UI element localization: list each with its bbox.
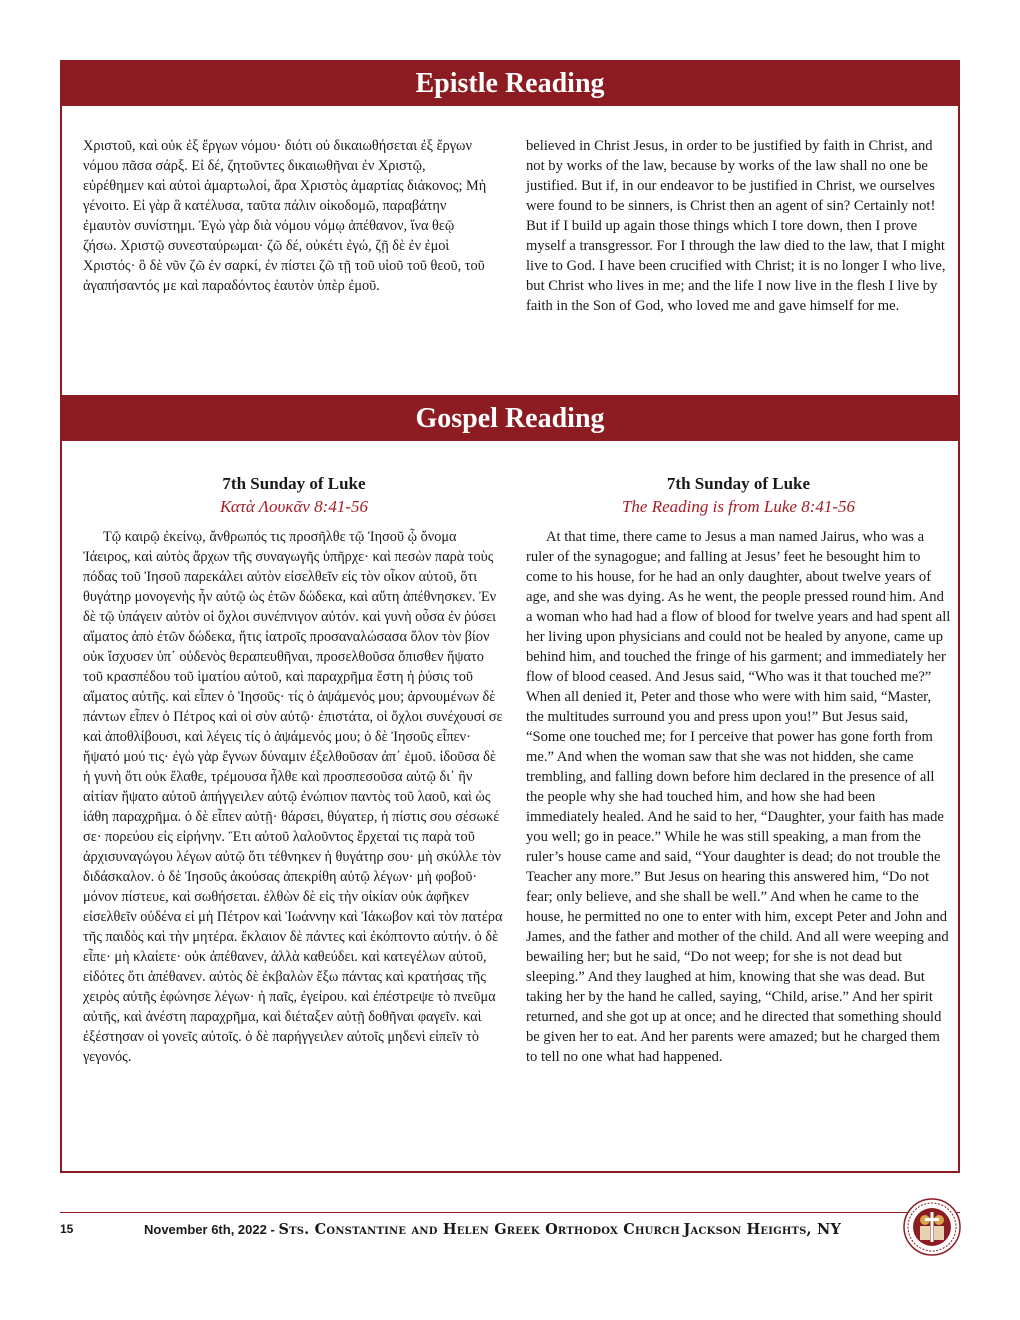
church-location: Jackson Heights, NY <box>683 1221 842 1238</box>
gospel-english-sunday: 7th Sunday of Luke <box>666 474 811 493</box>
footer-separator: - <box>270 1222 275 1237</box>
gospel-english-column <box>526 472 951 1067</box>
church-name: Sts. Constantine and Helen Greek Orthodox Church <box>278 1221 680 1238</box>
gospel-english-text: At that time, there came to Jesus a man named Jairus, who was a ruler of the synagogue; and falling at Jesus’ feet he besought him to come to his house, for he had an only daughter, about twelve years of age, and she was dying. As he went, the people pressed round him. And a woman who had had a flow of blood for twelve years and had spent all her living upon physicians and could not be healed by anyone, came up behind him, and touched the fringe of his garment; and immediately her flow of blood ceased. And Jesus said, “Who was it that touched me?” When all denied it, Peter and those who were with him said, “Master, the multitudes surround you and press upon you!” But Jesus said, “Some one touched me; for I perceive that power has gone forth from me.” And when the woman saw that she was not hidden, she came trembling, and falling down before him declared in the presence of all the people why she had touched him, and how she had been immediately healed. And he said to her, “Daughter, your faith has made you well; go in peace.” While he was still speaking, a man from the ruler’s house came and said, “Your daughter is dead; do not trouble the Teacher any more.” But Jesus on hearing this answered him, “Do not fear; only believe, and she shall be well.” And when he came to the house, he permitted no one to enter with him, except Peter and John and James, and the father and mother of the child. And all were weeping and bewailing her; but he said, “Do not weep; for she is not dead but sleeping.” And they laughed at him, knowing that she was dead. But taking her by the hand he called, saying, “Child, arise.” And her spirit returned, and she got up at once; and he directed that something should be given her to eat. And her parents were amazed; but he charged them to tell no one what had happened. <box>526 529 951 1065</box>
gospel-greek-column <box>83 472 505 1067</box>
epistle-english-text: believed in Christ Jesus, in order to be justified by faith in Christ, and not by works of the law, because by works of the law shall no one be justified. But if, in our endeavor to be justified in Christ, we ourselves were found to be sinners, is Christ then an agent of sin? Certainly not! But if I build up again those things which I tore down, then I prove myself a transgressor. For I through the law died to the law, that I might live to God. I have been crucified with Christ; it is no longer I who live, but Christ who lives in me; and the life I now live in the flesh I live by faith in the Son of God, who loved me and gave himself for me. <box>526 138 946 314</box>
gospel-greek-text: Τῷ καιρῷ ἐκείνῳ, ἄνθρωπός τις προσῆλθε τῷ Ἰησοῦ ᾧ ὄνομα Ἰάειρος, καὶ αὐτὸς ἄρχων τῆς συναγωγῆς ὑπῆρχε· καὶ πεσὼν παρὰ τοὺς πόδας τοῦ Ἰησοῦ παρεκάλει αὐτὸν εἰσελθεῖν εἰς τὸν οἶκον αὐτοῦ, ὅτι θυγάτηρ μονογενὴς ἦν αὐτῷ ὡς ἐτῶν δώδεκα, καὶ αὕτη ἀπέθνησκεν. Ἐν δὲ τῷ ὑπάγειν αὐτὸν οἱ ὄχλοι συνέπνιγον αὐτόν. καὶ γυνὴ οὖσα ἐν ῥύσει αἵματος ἀπὸ ἐτῶν δώδεκα, ἥτις ἰατροῖς προσαναλώσασα ὅλον τὸν βίον οὐκ ἴσχυσεν ὑπ᾿ οὐδενὸς θεραπευθῆναι, προσελθοῦσα ὄπισθεν ἥψατο τοῦ κρασπέδου τοῦ ἱματίου αὐτοῦ, καὶ παραχρῆμα ἔστη ἡ ῥύσις τοῦ αἵματος αὐτῆς. καὶ εἶπεν ὁ Ἰησοῦς· τίς ὁ ἁψάμενός μου; ἀρνουμένων δὲ πάντων εἶπεν ὁ Πέτρος καὶ οἱ σὺν αὐτῷ· ἐπιστάτα, οἱ ὄχλοι συνέχουσί σε καὶ ἀποθλίβουσι, καὶ λέγεις τίς ὁ ἁψάμενός μου; ὁ δὲ Ἰησοῦς εἶπεν· ἥψατό μού τις· ἐγὼ γὰρ ἔγνων δύναμιν ἐξελθοῦσαν ἀπ᾿ ἐμοῦ. ἰδοῦσα δὲ ἡ γυνὴ ὅτι οὐκ ἔλαθε, τρέμουσα ἦλθε καὶ προσπεσοῦσα αὐτῷ δι᾿ ἣν αἰτίαν ἥψατο αὐτοῦ ἀπήγγειλεν αὐτῷ ἐνώπιον παντὸς τοῦ λαοῦ, καὶ ὡς ἰάθη παραχρῆμα. ὁ δὲ εἶπεν αὐτῇ· θάρσει, θύγατερ, ἡ πίστις σου σέσωκέ σε· πορεύου εἰς εἰρήνην. Ἔτι αὐτοῦ λαλοῦντος ἔρχεταί τις παρὰ τοῦ ἀρχισυναγώγου λέγων αὐτῷ ὅτι τέθνηκεν ἡ θυγάτηρ σου· μὴ σκύλλε τὸν διδάσκαλον. ὁ δὲ Ἰησοῦς ἀκούσας ἀπεκρίθη αὐτῷ λέγων· μὴ φοβοῦ· μόνον πίστευε, καὶ σωθήσεται. ἐλθὼν δὲ εἰς τὴν οἰκίαν οὐκ ἀφῆκεν εἰσελθεῖν οὐδένα εἰ μὴ Πέτρον καὶ Ἰωάννην καὶ Ἰάκωβον καὶ τὸν πατέρα τῆς παιδὸς καὶ τὴν μητέρα. ἔκλαιον δὲ πάντες καὶ ἐκόπτοντο αὐτήν. ὁ δὲ εἶπε· μὴ κλαίετε· οὐκ ἀπέθανεν, ἀλλὰ καθεύδει. καὶ κατεγέλων αὐτοῦ, εἰδότες ὅτι ἀπέθανεν. αὐτὸς δὲ ἐκβαλὼν ἔξω πάντας καὶ κρατήσας τῆς χειρὸς αὐτῆς ἐφώνησε λέγων· ἡ παῖς, ἐγείρου. καὶ ἐπέστρεψε τὸ πνεῦμα αὐτῆς, καὶ ἀνέστη παραχρῆμα, καὶ διέταξεν αὐτῇ δοθῆναι φαγεῖν. καὶ ἐξέστησαν οἱ γονεῖς αὐτοῖς. ὁ δὲ παρήγγειλεν αὐτοῖς μηδενὶ εἰπεῖν τὸ γεγονός. <box>83 529 503 1065</box>
epistle-section <box>60 60 960 395</box>
page-number: 15 <box>60 1222 74 1236</box>
gospel-section <box>60 395 960 1173</box>
footer-date: November 6th, 2022 <box>144 1222 267 1237</box>
epistle-greek-text: Χριστοῦ, καὶ οὐκ ἐξ ἔργων νόμου· διότι οὐ δικαιωθήσεται ἐξ ἔργων νόμου πᾶσα σάρξ. Εἰ δέ, ζητοῦντες δικαιωθῆναι ἐν Χριστῷ, εὑρέθημεν καὶ αὐτοὶ ἁμαρτωλοί, ἄρα Χριστὸς ἁμαρτίας διάκονος; Μὴ γένοιτο. Εἰ γὰρ ἃ κατέλυσα, ταῦτα πάλιν οἰκοδομῶ, παραβάτην ἐμαυτὸν συνίστημι. Ἐγὼ γὰρ διὰ νόμου νόμῳ ἀπέθανον, ἵνα θεῷ ζήσω. Χριστῷ συνεσταύρωμαι· ζῶ δέ, οὐκέτι ἐγώ, ζῇ δὲ ἐν ἐμοὶ Χριστός· ὃ δὲ νῦν ζῶ ἐν σαρκί, ἐν πίστει ζῶ τῇ τοῦ υἱοῦ τοῦ θεοῦ, τοῦ ἀγαπήσαντός με καὶ παραδόντος ἑαυτὸν ὑπὲρ ἐμοῦ. <box>83 138 487 294</box>
footer-rule <box>60 1212 960 1213</box>
church-seal-icon <box>903 1198 961 1256</box>
gospel-title: Gospel Reading <box>62 397 958 441</box>
footer <box>60 1222 890 1242</box>
footer-line <box>144 1221 841 1238</box>
gospel-greek-sunday: 7th Sunday of Luke <box>222 474 366 493</box>
gospel-english-citation: The Reading is from Luke 8:41-56 <box>621 497 856 516</box>
epistle-title: Epistle Reading <box>62 62 958 106</box>
gospel-greek-citation: Κατὰ Λουκᾶν 8:41-56 <box>220 497 368 516</box>
